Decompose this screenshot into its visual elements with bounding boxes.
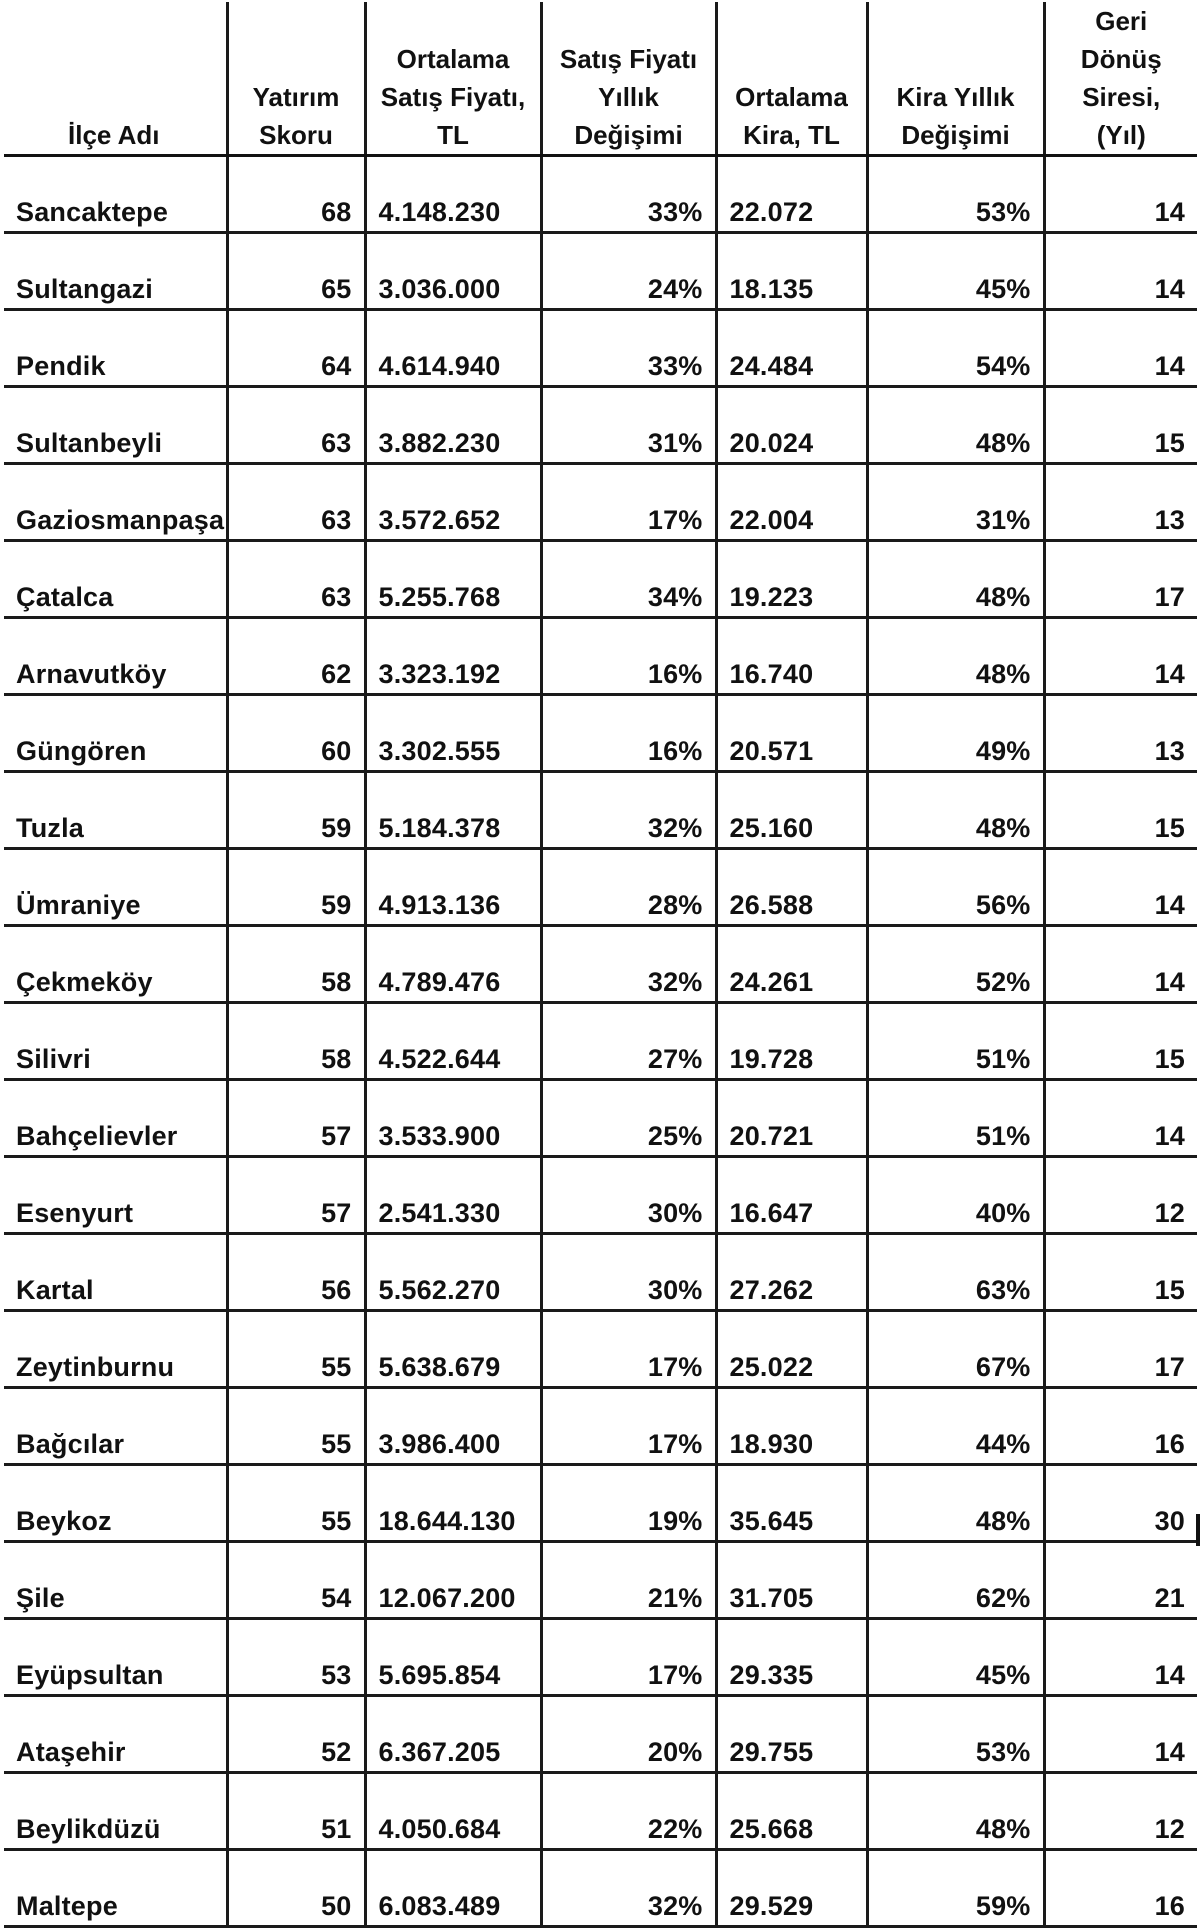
table-row [4, 849, 1197, 926]
cell-price-change: 31% [541, 387, 716, 464]
cell-avg-rent: 29.755 [716, 1696, 867, 1773]
cell-avg-rent: 25.668 [716, 1773, 867, 1850]
cell-score: 55 [227, 1388, 365, 1465]
cell-rent-change: 51% [867, 1003, 1044, 1080]
cell-district: Beykoz [4, 1465, 227, 1542]
cell-price-change: 32% [541, 1850, 716, 1927]
cell-avg-price: 3.986.400 [365, 1388, 541, 1465]
cell-avg-rent: 16.740 [716, 618, 867, 695]
cell-price-change: 19% [541, 1465, 716, 1542]
cell-payback: 17 [1044, 541, 1197, 618]
cell-price-change: 21% [541, 1542, 716, 1619]
table-row [4, 1542, 1197, 1619]
cell-avg-rent: 25.160 [716, 772, 867, 849]
cell-district: Eyüpsultan [4, 1619, 227, 1696]
cell-avg-price: 2.541.330 [365, 1157, 541, 1234]
cell-payback: 21 [1044, 1542, 1197, 1619]
header-district: İlçe Adı [4, 2, 227, 156]
cell-price-change: 22% [541, 1773, 716, 1850]
table-row [4, 541, 1197, 618]
investment-table [4, 2, 1197, 1928]
header-price-change: Satış Fiyatı Yıllık Değişimi [541, 2, 716, 156]
cell-district: Şile [4, 1542, 227, 1619]
cell-avg-rent: 18.930 [716, 1388, 867, 1465]
cell-score: 56 [227, 1234, 365, 1311]
cell-payback: 14 [1044, 1080, 1197, 1157]
cell-rent-change: 49% [867, 695, 1044, 772]
cell-rent-change: 48% [867, 1465, 1044, 1542]
cell-price-change: 17% [541, 1619, 716, 1696]
cell-price-change: 27% [541, 1003, 716, 1080]
table-row [4, 1696, 1197, 1773]
cell-price-change: 32% [541, 926, 716, 1003]
cell-price-change: 34% [541, 541, 716, 618]
cell-score: 53 [227, 1619, 365, 1696]
table-row [4, 1003, 1197, 1080]
header-score: Yatırım Skoru [227, 2, 365, 156]
cell-payback: 13 [1044, 695, 1197, 772]
cell-district: Bağcılar [4, 1388, 227, 1465]
cell-payback: 14 [1044, 1696, 1197, 1773]
cell-rent-change: 54% [867, 310, 1044, 387]
cell-price-change: 17% [541, 1388, 716, 1465]
cell-rent-change: 45% [867, 233, 1044, 310]
cell-price-change: 30% [541, 1234, 716, 1311]
cell-avg-price: 6.367.205 [365, 1696, 541, 1773]
cell-avg-rent: 22.072 [716, 156, 867, 233]
cell-score: 55 [227, 1311, 365, 1388]
cell-score: 50 [227, 1850, 365, 1927]
cell-avg-price: 3.572.652 [365, 464, 541, 541]
cell-score: 63 [227, 387, 365, 464]
cell-price-change: 25% [541, 1080, 716, 1157]
cell-avg-rent: 20.721 [716, 1080, 867, 1157]
cell-district: Çatalca [4, 541, 227, 618]
cell-payback: 14 [1044, 156, 1197, 233]
header-avg-rent: Ortalama Kira, TL [716, 2, 867, 156]
table-row [4, 1311, 1197, 1388]
cell-avg-price: 3.302.555 [365, 695, 541, 772]
cell-rent-change: 45% [867, 1619, 1044, 1696]
cell-avg-rent: 27.262 [716, 1234, 867, 1311]
cell-district: Beylikdüzü [4, 1773, 227, 1850]
cell-avg-price: 6.083.489 [365, 1850, 541, 1927]
cell-price-change: 17% [541, 1311, 716, 1388]
cell-price-change: 16% [541, 618, 716, 695]
cell-avg-price: 5.255.768 [365, 541, 541, 618]
cell-price-change: 33% [541, 156, 716, 233]
cell-payback: 13 [1044, 464, 1197, 541]
cell-rent-change: 48% [867, 387, 1044, 464]
cell-payback: 14 [1044, 1619, 1197, 1696]
cell-payback: 12 [1044, 1157, 1197, 1234]
cell-avg-rent: 18.135 [716, 233, 867, 310]
header-avg-price: Ortalama Satış Fiyatı, TL [365, 2, 541, 156]
cell-district: Maltepe [4, 1850, 227, 1927]
cell-district: Pendik [4, 310, 227, 387]
cell-avg-price: 5.562.270 [365, 1234, 541, 1311]
cell-payback: 16 [1044, 1850, 1197, 1927]
cell-rent-change: 48% [867, 541, 1044, 618]
cell-avg-price: 3.323.192 [365, 618, 541, 695]
cell-avg-price: 3.036.000 [365, 233, 541, 310]
table-row [4, 1619, 1197, 1696]
cell-avg-rent: 22.004 [716, 464, 867, 541]
cell-district: Ümraniye [4, 849, 227, 926]
cell-district: Gaziosmanpaşa [4, 464, 227, 541]
table-row [4, 1388, 1197, 1465]
cell-rent-change: 52% [867, 926, 1044, 1003]
table-row [4, 1157, 1197, 1234]
cell-avg-rent: 24.261 [716, 926, 867, 1003]
cell-district: Bahçelievler [4, 1080, 227, 1157]
cell-avg-price: 5.184.378 [365, 772, 541, 849]
cell-payback: 12 [1044, 1773, 1197, 1850]
cell-price-change: 30% [541, 1157, 716, 1234]
table-row [4, 1234, 1197, 1311]
header-row [4, 2, 1197, 156]
cell-avg-price: 18.644.130 [365, 1465, 541, 1542]
cell-price-change: 33% [541, 310, 716, 387]
cell-score: 57 [227, 1080, 365, 1157]
cell-avg-price: 4.913.136 [365, 849, 541, 926]
cell-district: Esenyurt [4, 1157, 227, 1234]
cell-score: 58 [227, 926, 365, 1003]
cell-avg-rent: 19.728 [716, 1003, 867, 1080]
cell-district: Zeytinburnu [4, 1311, 227, 1388]
header-payback: Geri Dönüş Siresi, (Yıl) [1044, 2, 1197, 156]
cell-price-change: 16% [541, 695, 716, 772]
table-row [4, 926, 1197, 1003]
cell-avg-price: 4.789.476 [365, 926, 541, 1003]
edge-marker [1196, 1514, 1200, 1546]
cell-avg-price: 4.050.684 [365, 1773, 541, 1850]
cell-score: 68 [227, 156, 365, 233]
cell-avg-rent: 31.705 [716, 1542, 867, 1619]
cell-price-change: 20% [541, 1696, 716, 1773]
cell-price-change: 17% [541, 464, 716, 541]
cell-avg-rent: 35.645 [716, 1465, 867, 1542]
cell-payback: 14 [1044, 618, 1197, 695]
cell-avg-rent: 25.022 [716, 1311, 867, 1388]
cell-district: Sultanbeyli [4, 387, 227, 464]
cell-score: 54 [227, 1542, 365, 1619]
cell-avg-price: 4.522.644 [365, 1003, 541, 1080]
cell-district: Güngören [4, 695, 227, 772]
cell-score: 51 [227, 1773, 365, 1850]
cell-district: Çekmeköy [4, 926, 227, 1003]
cell-score: 55 [227, 1465, 365, 1542]
cell-score: 52 [227, 1696, 365, 1773]
cell-rent-change: 48% [867, 618, 1044, 695]
cell-rent-change: 40% [867, 1157, 1044, 1234]
cell-payback: 14 [1044, 233, 1197, 310]
cell-payback: 30 [1044, 1465, 1197, 1542]
cell-payback: 15 [1044, 1234, 1197, 1311]
cell-payback: 15 [1044, 1003, 1197, 1080]
cell-payback: 14 [1044, 310, 1197, 387]
table-row [4, 464, 1197, 541]
cell-payback: 14 [1044, 849, 1197, 926]
table-row [4, 1850, 1197, 1927]
cell-avg-price: 3.533.900 [365, 1080, 541, 1157]
cell-avg-rent: 26.588 [716, 849, 867, 926]
cell-payback: 15 [1044, 387, 1197, 464]
table-row [4, 233, 1197, 310]
cell-rent-change: 48% [867, 772, 1044, 849]
table-row [4, 772, 1197, 849]
cell-score: 58 [227, 1003, 365, 1080]
cell-avg-rent: 29.335 [716, 1619, 867, 1696]
cell-payback: 17 [1044, 1311, 1197, 1388]
cell-avg-price: 5.638.679 [365, 1311, 541, 1388]
cell-payback: 14 [1044, 926, 1197, 1003]
cell-avg-rent: 29.529 [716, 1850, 867, 1927]
cell-rent-change: 67% [867, 1311, 1044, 1388]
cell-avg-price: 4.148.230 [365, 156, 541, 233]
cell-rent-change: 53% [867, 156, 1044, 233]
cell-avg-rent: 16.647 [716, 1157, 867, 1234]
cell-avg-rent: 20.024 [716, 387, 867, 464]
cell-payback: 16 [1044, 1388, 1197, 1465]
header-rent-change: Kira Yıllık Değişimi [867, 2, 1044, 156]
cell-price-change: 24% [541, 233, 716, 310]
table-row [4, 1080, 1197, 1157]
cell-district: Sancaktepe [4, 156, 227, 233]
table-row [4, 156, 1197, 233]
cell-score: 62 [227, 618, 365, 695]
cell-rent-change: 31% [867, 464, 1044, 541]
cell-payback: 15 [1044, 772, 1197, 849]
cell-avg-price: 12.067.200 [365, 1542, 541, 1619]
cell-district: Kartal [4, 1234, 227, 1311]
cell-rent-change: 53% [867, 1696, 1044, 1773]
cell-score: 57 [227, 1157, 365, 1234]
cell-score: 63 [227, 541, 365, 618]
cell-score: 65 [227, 233, 365, 310]
cell-score: 59 [227, 772, 365, 849]
table-row [4, 387, 1197, 464]
cell-avg-rent: 24.484 [716, 310, 867, 387]
cell-avg-price: 4.614.940 [365, 310, 541, 387]
cell-score: 60 [227, 695, 365, 772]
cell-avg-rent: 19.223 [716, 541, 867, 618]
cell-price-change: 28% [541, 849, 716, 926]
table-row [4, 618, 1197, 695]
cell-rent-change: 62% [867, 1542, 1044, 1619]
table-row [4, 695, 1197, 772]
cell-avg-price: 5.695.854 [365, 1619, 541, 1696]
cell-rent-change: 44% [867, 1388, 1044, 1465]
cell-price-change: 32% [541, 772, 716, 849]
cell-score: 63 [227, 464, 365, 541]
cell-avg-rent: 20.571 [716, 695, 867, 772]
cell-rent-change: 59% [867, 1850, 1044, 1927]
cell-score: 64 [227, 310, 365, 387]
cell-district: Sultangazi [4, 233, 227, 310]
cell-district: Silivri [4, 1003, 227, 1080]
cell-avg-price: 3.882.230 [365, 387, 541, 464]
table-row [4, 310, 1197, 387]
table-row [4, 1465, 1197, 1542]
cell-score: 59 [227, 849, 365, 926]
cell-district: Arnavutköy [4, 618, 227, 695]
cell-district: Ataşehir [4, 1696, 227, 1773]
cell-rent-change: 48% [867, 1773, 1044, 1850]
cell-rent-change: 63% [867, 1234, 1044, 1311]
cell-district: Tuzla [4, 772, 227, 849]
table-row [4, 1773, 1197, 1850]
cell-rent-change: 56% [867, 849, 1044, 926]
cell-rent-change: 51% [867, 1080, 1044, 1157]
